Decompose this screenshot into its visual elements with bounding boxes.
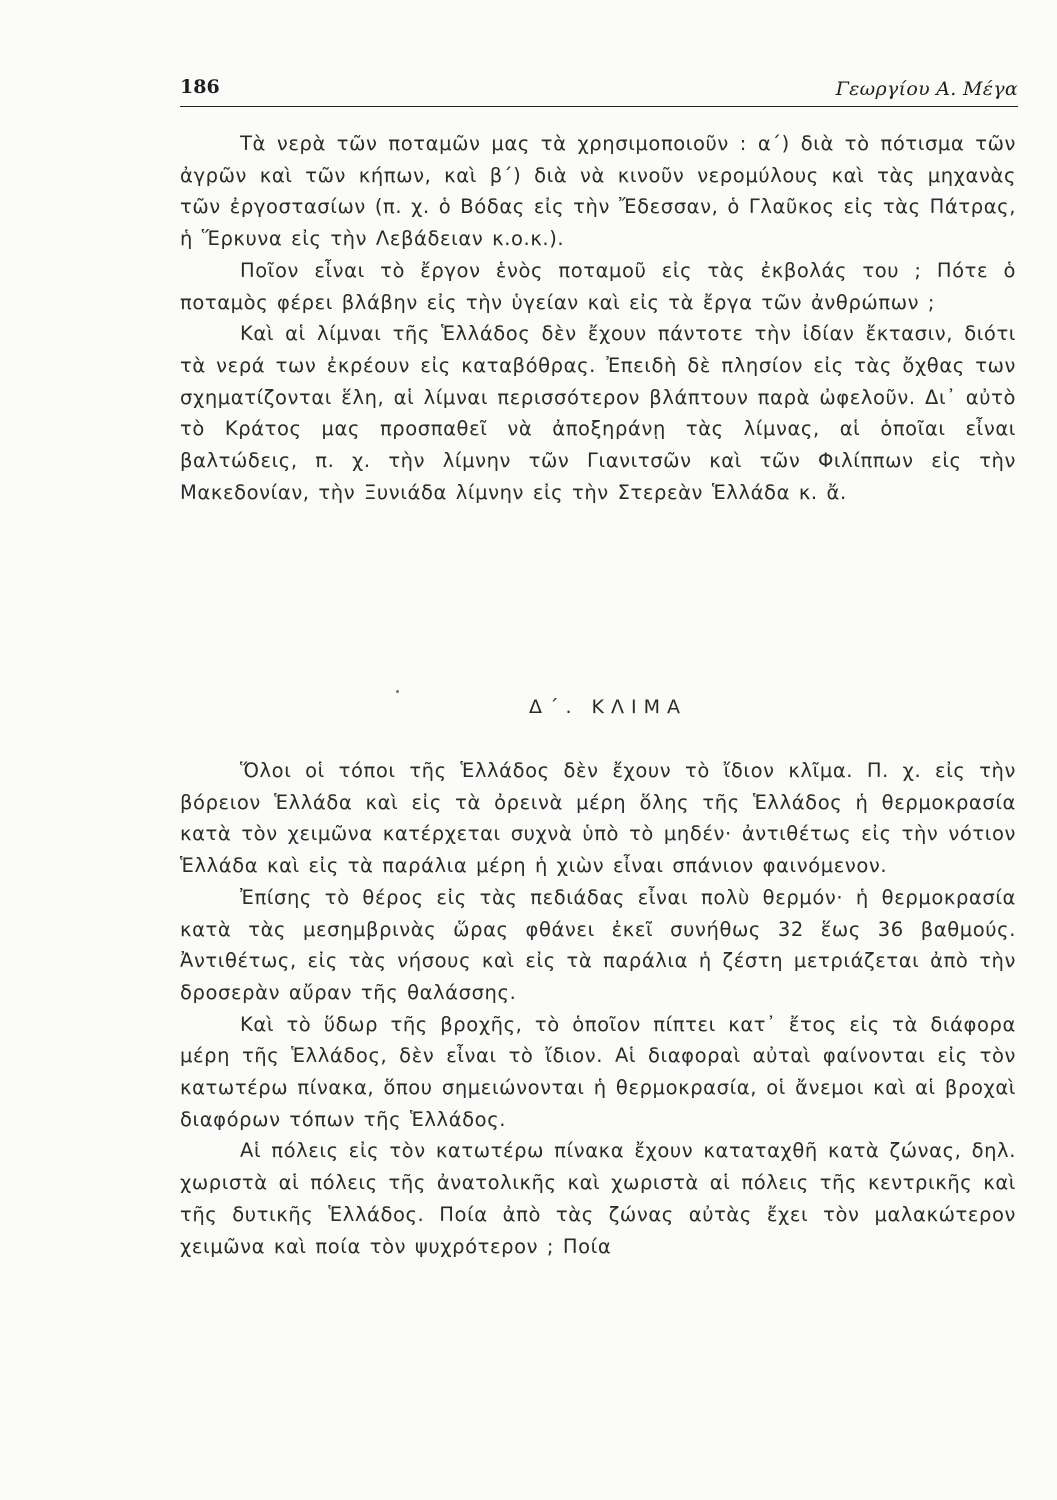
running-head: Γεωργίου Α. Μέγα [835, 78, 1018, 100]
print-speck [396, 690, 399, 693]
paragraph-river-uses: Τὰ νερὰ τῶν ποταμῶν μας τὰ χρησιμοποιοῦν : α΄) διὰ τὸ πότισμα τῶν ἀγρῶν καὶ τῶν κήπων, καὶ β΄) διὰ νὰ κινοῦν νερομύλους καὶ τὰς μηχανὰς τῶν ἐργοστασίων (π. χ. ὁ Βόδας εἰς τὴν Ἔδεσσαν, ὁ Γλαῦκος εἰς τὰς Πάτρας, ἡ Ἕρκυνα εἰς τὴν Λεβάδειαν κ.ο.κ.). [180, 132, 1016, 251]
page-number: 186 [180, 76, 220, 98]
paragraph-climate-winter: Ὅλοι οἱ τόποι τῆς Ἑλλάδος δὲν ἔχουν τὸ ἴδιον κλῖμα. Π. χ. εἰς τὴν βόρειον Ἑλλάδα καὶ εἰς τὰ ὀρεινὰ μέρη ὅλης τῆς Ἑλλάδος ἡ θερμοκρασία κατὰ τὸν χειμῶνα κατέρχεται συχνὰ ὑπὸ τὸ μηδέν· ἀντιθέτως εἰς τὴν νότιον Ἑλλάδα καὶ εἰς τὰ παράλια μέρη ἡ χιὼν εἶναι σπάνιον φαινόμενον. [180, 759, 1016, 878]
page-header [180, 76, 1018, 107]
paragraph-river-mouth: Ποῖον εἶναι τὸ ἔργον ἑνὸς ποταμοῦ εἰς τὰς ἐκβολάς του ; Πότε ὁ ποταμὸς φέρει βλάβην εἰς τὴν ὑγείαν καὶ εἰς τὰ ἔργα τῶν ἀνθρώπων ; [180, 258, 1016, 314]
section-rivers-lakes-text [180, 128, 1016, 508]
paragraph-lakes: Καὶ αἱ λίμναι τῆς Ἑλλάδος δὲν ἔχουν πάντοτε τὴν ἰδίαν ἔκτασιν, διότι τὰ νερά των ἐκρέουν εἰς καταβόθρας. Ἐπειδὴ δὲ πλησίον εἰς τὰς ὄχθας των σχηματίζονται ἕλη, αἱ λίμναι περισσότερον βλάπτουν παρὰ ὠφελοῦν. Δι᾿ αὐτὸ τὸ Κράτος μας προσπαθεῖ νὰ ἀποξηράνῃ τὰς λίμνας, αἱ ὁποῖαι εἶναι βαλτώδεις, π. χ. τὴν λίμνην τῶν Γιανιτσῶν καὶ τῶν Φιλίππων εἰς τὴν Μακεδονίαν, τὴν Ξυνιάδα λίμνην εἰς τὴν Στερεὰν Ἑλλάδα κ. ἄ. [180, 322, 1016, 504]
paragraph-rainfall: Καὶ τὸ ὕδωρ τῆς βροχῆς, τὸ ὁποῖον πίπτει κατ᾿ ἔτος εἰς τὰ διάφορα μέρη τῆς Ἑλλάδος, δὲν εἶναι τὸ ἴδιον. Αἱ διαφοραὶ αὐταὶ φαίνονται εἰς τὸν κατωτέρω πίνακα, ὅπου σημειώνονται ἡ θερμοκρασία, οἱ ἄνεμοι καὶ αἱ βροχαὶ διαφόρων τόπων τῆς Ἑλλάδος. [180, 1012, 1016, 1131]
section-climate-text [180, 755, 1016, 1262]
paragraph-climate-summer: Ἐπίσης τὸ θέρος εἰς τὰς πεδιάδας εἶναι πολὺ θερμόν· ἡ θερμοκρασία κατὰ τὰς μεσημβρινὰς ὥρας φθάνει ἐκεῖ συνήθως 32 ἕως 36 βαθμούς. Ἀντιθέτως, εἰς τὰς νήσους καὶ εἰς τὰ παράλια ἡ ζέστη μετριάζεται ἀπὸ τὴν δροσερὰν αὔραν τῆς θαλάσσης. [180, 885, 1016, 1004]
paragraph-cities-zones: Αἱ πόλεις εἰς τὸν κατωτέρω πίνακα ἔχουν καταταχθῆ κατὰ ζώνας, δηλ. χωριστὰ αἱ πόλεις τῆς ἀνατολικῆς καὶ χωριστὰ αἱ πόλεις τῆς κεντρικῆς καὶ τῆς δυτικῆς Ἑλλάδος. Ποία ἀπὸ τὰς ζώνας αὐτὰς ἔχει τὸν μαλακώτερον χειμῶνα καὶ ποία τὸν ψυχρότερον ; Ποία [180, 1139, 1016, 1258]
section-heading-climate: Δ΄. ΚΛΙΜΑ [528, 696, 688, 718]
